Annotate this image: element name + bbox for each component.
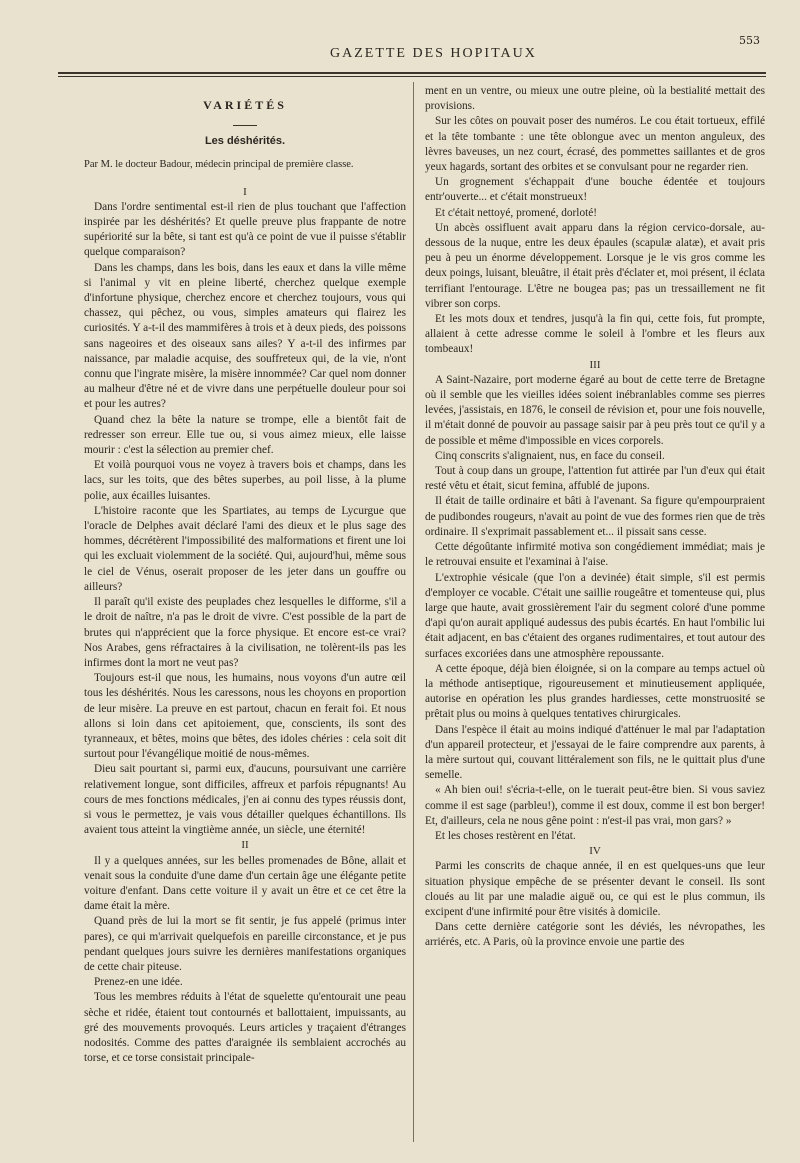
paragraph: Dans l'ordre sentimental est-il rien de plus touchant que l'affection inspirée par les déshérités? Et quelle preuve plus frappante de notre supériorité sur la bête, si tant est qu'à ce point de vue il puisse s'établir quelque comparaison? (84, 200, 406, 259)
paragraph: Dieu sait pourtant si, parmi eux, d'aucuns, poursuivant une carrière relativement longue, sont difficiles, affreux et parfois répugnants! Au cours de mes fonctions médicales, j'en ai connu des types réussis dont, si vous le permettez, je vais vous détailler quelques échantillons. Ils avaient tous atteint la vingtième année, un siècle, une éternité! (84, 763, 406, 837)
paragraph: Cinq conscrits s'alignaient, nus, en face du conseil. (435, 449, 665, 462)
paragraph: Quand chez la bête la nature se trompe, elle a bientôt fait de redresser son erreur. Elle tue ou, si vous aimez mieux, elle laisse mourir : c'est la sélection au premier chef. (84, 413, 406, 457)
paragraph: A Saint-Nazaire, port moderne égaré au bout de cette terre de Bretagne où il semble que les vieilles idées soient inébranlables comme ses pierres levées, j'assistais, en 1876, le conseil de révision et, pour une fois nouvelle, il m'était donné de pouvoir au passage saisir par à peu près tout ce qu'il y a de possible et même d'impossible en vices corporels. (425, 373, 765, 447)
paragraph: Toujours est-il que nous, les humains, nous voyons d'un autre œil tous les déshérités. Nous les caressons, nous les choyons en proportion de leur misère. La preuve en est partout, chacun en ferait foi. Et nous allons si loin dans cet apitoiement, que, conscients, ils sont des tyranneaux, et bêtes, moins que bêtes, des idoles chéries : cela soit dit surtout pour l'évangélique moitié de nous-mêmes. (84, 672, 406, 761)
paragraph: Et voilà pourquoi vous ne voyez à travers bois et champs, dans les lacs, sur les toits, que des bêtes superbes, au poil lisse, à la plume polie, aux écailles luisantes. (84, 459, 406, 502)
page-header (80, 34, 760, 68)
article-title: Les déshérités. (204, 135, 286, 148)
paragraph: Il y a quelques années, sur les belles promenades de Bône, allait et venait sous la conduite d'une dame d'un certain âge une élégante petite voiture d'enfant. Dans cette voiture il y avait un être et ce cet être la dame était la mère. (84, 854, 406, 913)
right-column (425, 84, 765, 951)
paragraph: Dans cette dernière catégorie sont les déviés, les névropathes, les arriérés, etc. A Paris, où la province envoie une partie des (425, 921, 765, 949)
page-number: 553 (739, 34, 760, 47)
paragraph: Sur les côtes on pouvait poser des numéros. Le cou était tortueux, effilé et la tête tombante : une tête oblongue avec un menton anguleux, des lèvres baveuses, un nez court, écrasé, des pommettes saillantes et de gros yeux hagards, sortant des orbites et se convulsant pour ne regarder rien. (425, 115, 765, 174)
paragraph: Et les mots doux et tendres, jusqu'à la fin qui, cette fois, fut prompte, allaient à cette adresse comme le soleil à l'ombre et les fleurs aux tombeaux! (425, 313, 765, 356)
paragraph: « Ah bien oui! s'écria-t-elle, on le tuerait peut-être bien. Si vous saviez comme il est sage (parbleu!), comme il est doux, comme il est bon berger! Et, d'ailleurs, cela ne nous gêne point : n'est-il pas vrai, mon gars? » (425, 784, 765, 827)
paragraph: Un abcès ossifluent avait apparu dans la région cervico-dorsale, au-dessous de la nuque, entre les deux épaules (scapulæ alatæ), et avait pris peu à peu un énorme développement. Lorsque je le vis gros comme les deux poings, luisant, bleuâtre, il était près d'éclater et, moi présent, il éclata terrifiant l'entourage. L'être ne bougea pas; pas un tressaillement ne fit vibrer son corps. (425, 221, 765, 310)
section-numeral: IV (589, 845, 601, 858)
section-numeral: I (243, 185, 247, 198)
paragraph: Tout à coup dans un groupe, l'attention fut attirée par l'un d'eux qui était resté vêtu et était, sicut femina, affublé de jupons. (425, 465, 765, 493)
paragraph: L'extrophie vésicale (que l'on a devinée) était simple, s'il est permis d'employer ce vocable. C'était une saillie rougeâtre et tomenteuse qui, plus large que haute, avait grossièrement l'air du segment coloré d'une pomme d'api qu'on aurait appliqué audessus des pubis écartés. En haut l'ombilic lui était adjacent, en bas c'étaient des organes rudimentaires, et tout autour des surfaces excoriées dans une atmosphère repoussante. (425, 571, 765, 660)
paragraph: Dans les champs, dans les bois, dans les eaux et dans la ville même si l'animal y vit en pleine liberté, cherchez quelque exemple d'infortune physique, cherchez encore et cherchez toujours, vous qui chassez, qui pêchez, ou vous, simples amateurs qui flairez les curiosités. Y a-t-il des mammifères à trois et à deux pieds, des poissons sans nageoires et des oiseaux sans ailes? Y a-t-il des infirmes par naissance, par maladie acquise, des souffreteux qui, de la vie, n'ont connu que l'ingrate misère, la misère innommée? Car quel nom donner au malheur d'être né et de vivre dans une perpétuelle douleur pour soi et pour les autres? (84, 261, 406, 411)
paragraph: Parmi les conscrits de chaque année, il en est quelques-uns que leur situation physique empêche de se présenter devant le conseil. Ils sont cloués au lit par une maladie aiguë ou, ce qui est le plus commun, ils excipent d'une infirmité pour être visités à domicile. (425, 860, 765, 918)
section-title: VARIÉTÉS (203, 98, 287, 112)
paragraph: Quand près de lui la mort se fit sentir, je fus appelé (primus inter pares), ce qui m'arrivait quelquefois en pareille circonstance, et je pus pendant quelques jours suivre les dernières manifestations organiques de cette chair piteuse. (84, 915, 406, 973)
section-numeral: III (589, 358, 601, 371)
paragraph: Et c'était nettoyé, promené, dorloté! (435, 206, 598, 219)
left-column (84, 84, 406, 1066)
header-rule (58, 72, 766, 74)
section-numeral: II (241, 839, 249, 852)
paragraph: Cette dégoûtante infirmité motiva son congédiement immédiat; mais je le retrouvai ensuite et l'examinai à l'aise. (425, 541, 765, 569)
paragraph: Dans l'espèce il était au moins indiqué d'atténuer le mal par l'adaptation d'un appareil protecteur, et j'essayai de le faire comprendre aux parents, à la mère surtout qui, couvant littéralement son fils, ne le quittait plus d'une semelle. (425, 723, 765, 782)
paragraph: ment en un ventre, ou mieux une outre pleine, où la bestialité mettait des provisions. (425, 85, 765, 113)
running-title: GAZETTE DES HOPITAUX (330, 46, 537, 61)
byline: Par M. le docteur Badour, médecin principal de première classe. (84, 159, 354, 171)
paragraph: Prenez-en une idée. (94, 976, 183, 989)
column-separator (413, 82, 414, 1142)
title-rule (233, 125, 257, 126)
paragraph: A cette époque, déjà bien éloignée, si on la compare au temps actuel où la méthode antiseptique, rigoureusement et minutieusement appliquée, autorise en opération les plus grandes hardiesses, cette monstruosité se prêtait plus ou moins à quelques tentatives chirurgicales. (425, 662, 765, 721)
paragraph: Et les choses restèrent en l'état. (435, 829, 576, 842)
header-rule-thin (58, 76, 766, 77)
paragraph: Tous les membres réduits à l'état de squelette qu'entourait une peau sèche et ridée, étaient tout contournés et ballottaient, impuissants, au gré des mouvements provoqués. Leurs articles y traçaient d'étranges nodosités. Comme des pattes d'araignée ils semblaient accrochés au torse, et ce torse consistait principale- (84, 991, 406, 1065)
paragraph: Un grognement s'échappait d'une bouche édentée et toujours entr'ouverte... et c'était monstrueux! (425, 176, 765, 204)
paragraph: L'histoire raconte que les Spartiates, au temps de Lycurgue que l'oracle de Delphes avait déclaré l'ami des dieux et le plus sage des hommes, décrétèrent l'impossibilité des malformations et firent une loi qui les excluait violemment de la société. Qui, aujourd'hui, même sous le ciel de Vénus, oserait proposer de les jeter dans un gouffre ou ailleurs? (84, 504, 406, 593)
paragraph: Il était de taille ordinaire et bâti à l'avenant. Sa figure qu'empourpraient de pudibondes rougeurs, n'avait au point de vue des formes rien que de très ordinaire. Il s'exprimait passablement et... il pissait sans cesse. (425, 495, 765, 538)
paragraph: Il paraît qu'il existe des peuplades chez lesquelles le difforme, s'il a le droit de naître, n'a pas le droit de vivre. C'est possible de la part de brutes qui n'apprécient que la force physique. Et encore est-ce vrai? Nos Arabes, gens réfractaires à la civilisation, ne tolèrent-ils pas les infirmes dont la mort ne veut pas? (84, 596, 406, 669)
